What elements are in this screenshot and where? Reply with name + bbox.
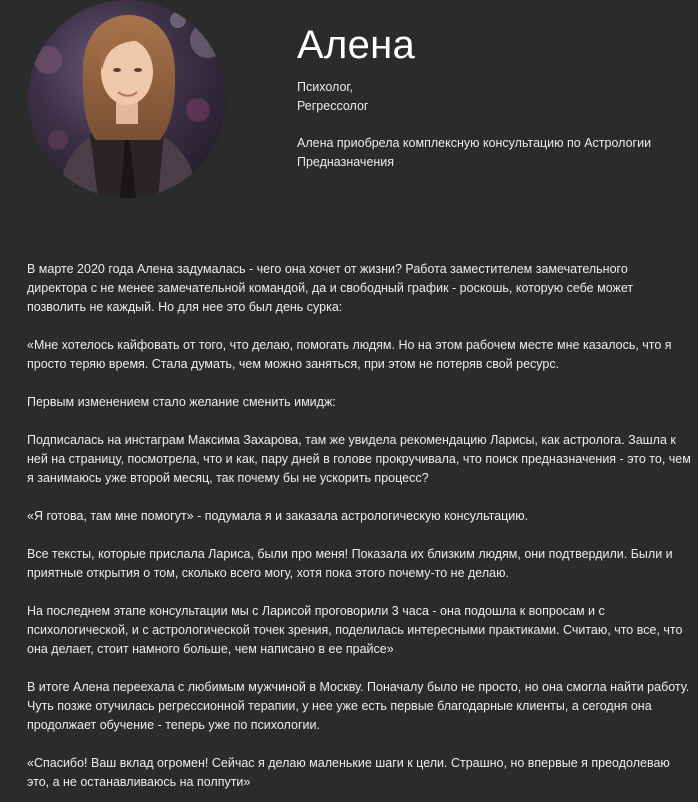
story-paragraph: Подписалась на инстаграм Максима Захарова, там же увидела рекомендацию Ларисы, как астролога. Зашла к ней на страницу, посмотрела, что и как, пару дней в голове прокручивала, что поиск предназначения - это то, чем я занимаюсь уже второй месяц, так почему бы не ускорить процесс? (27, 433, 691, 485)
story-paragraph: Все тексты, которые прислала Лариса, были про меня! Показала их близким людям, они подтвердили. Были и приятные открытия о том, сколько всего могу, хотя пока этого почему-то не делаю. (27, 547, 673, 580)
story-paragraph: «Я готова, там мне помогут» - подумала я и заказала астрологическую консультацию. (27, 509, 529, 523)
avatar-photo (28, 0, 226, 198)
story-paragraph: На последнем этапе консультации мы с Ларисой проговорили 3 часа - она подошла к вопросам и с психологической, и с астрологической точек зрения, поделилась интересными практиками. Считаю, что все, что она делает, стоит намного больше, чем написано в ее прайсе» (27, 604, 683, 656)
portrait-image (28, 0, 226, 198)
story-paragraph: «Мне хотелось кайфовать от того, что делаю, помогать людям. Но на этом рабочем месте мне казалось, что я просто теряю время. Стала думать, чем можно заняться, при этом не потеряв свой ресурс. (27, 338, 672, 371)
story-paragraph: Первым изменением стало желание сменить имидж: (27, 395, 336, 409)
person-name: Алена (297, 23, 416, 67)
story-paragraph: В марте 2020 года Алена задумалась - чего она хочет от жизни? Работа заместителем замечательного директора с не менее замечательной командой, да и свободный график - роскошь, которую себе может позволить не каждый. Но для нее это был день сурка: (27, 262, 634, 314)
role-item: Психолог, (297, 80, 353, 94)
story-paragraph: «Спасибо! Ваш вклад огромен! Сейчас я делаю маленькие шаги к цели. Страшно, но впервые я преодолеваю это, а не останавливаюсь на полпути» (27, 756, 670, 789)
story-body (27, 260, 691, 792)
story-paragraph: В итоге Алена переехала с любимым мужчиной в Москву. Поначалу было не просто, но она смогла найти работу. Чуть позже отучилась регрессионной терапии, у нее уже есть первые благодарные клиенты, а сегодня она продолжает обучение - теперь уже по психологии. (27, 680, 690, 732)
roles-list (297, 78, 368, 116)
intro-text: Алена приобрела комплексную консультацию по Астрологии Предназначения (297, 136, 652, 169)
role-item: Регрессолог (297, 99, 369, 113)
